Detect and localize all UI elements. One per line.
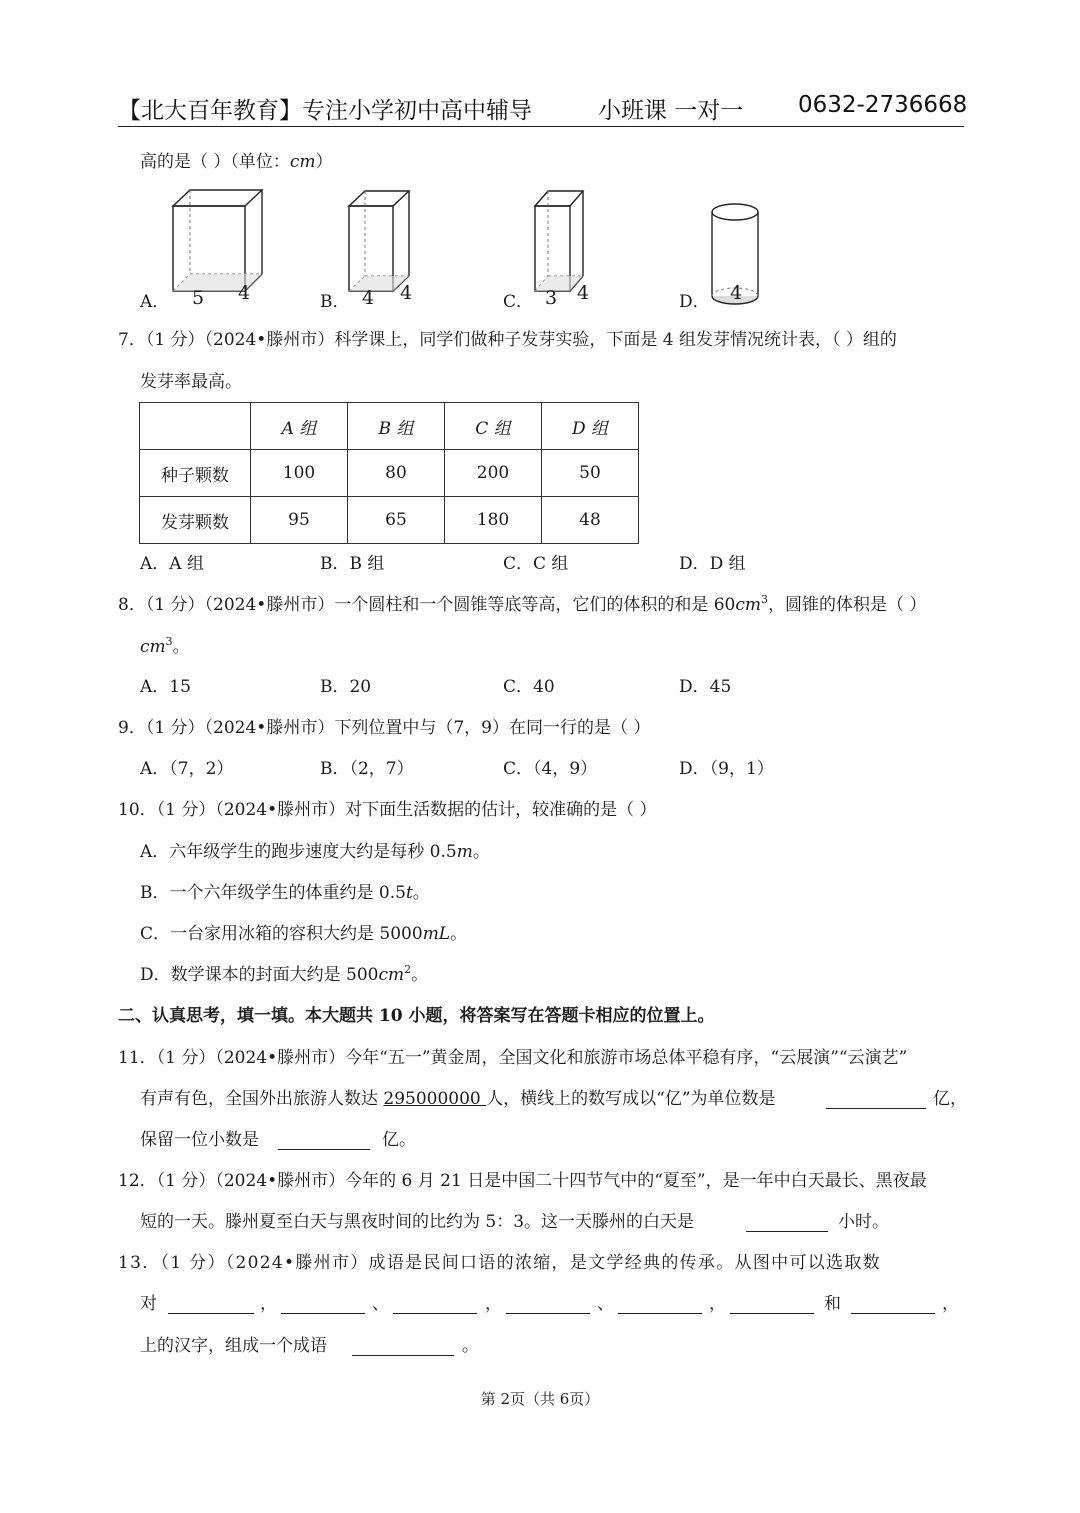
table-cell: C 组 xyxy=(445,403,542,450)
q9-line1: 9．（1 分）（2024•滕州市）下列位置中与（7，9）在同一行的是（ ） xyxy=(118,718,651,738)
q7-option-a: A．A 组 xyxy=(140,554,204,574)
table-cell: 100 xyxy=(251,450,348,497)
q13-blank-7[interactable] xyxy=(851,1295,935,1314)
page-footer: 第 2页（共 6页） xyxy=(480,1390,600,1408)
q11-blank-1[interactable] xyxy=(826,1090,926,1109)
q8-option-c: C．40 xyxy=(503,677,555,697)
table-cell: 种子颗数 xyxy=(140,450,251,497)
q6-tail-line: 高的是（ ）（单位：cm） xyxy=(140,152,333,172)
q7-option-d: D．D 组 xyxy=(679,554,746,574)
table-header-row xyxy=(140,403,639,450)
q13-blank-2[interactable] xyxy=(281,1295,365,1314)
table-cell: A 组 xyxy=(251,403,348,450)
table-cell: 200 xyxy=(445,450,542,497)
q6-option-a-dim2: 4 xyxy=(238,282,251,304)
q10-option-c: C．一台家用冰箱的容积大约是 5000mL。 xyxy=(140,924,468,944)
q13-blank-4[interactable] xyxy=(506,1295,590,1314)
q10-line1: 10．（1 分）（2024•滕州市）对下面生活数据的估计，较准确的是（ ） xyxy=(118,800,657,820)
q7-option-b: B．B 组 xyxy=(320,554,385,574)
cuboid-figure-c xyxy=(530,186,600,296)
q12-line2-end: 小时。 xyxy=(838,1212,889,1232)
table-cell: 180 xyxy=(445,497,542,544)
q10-option-a: A．六年级学生的跑步速度大约是每秒 0.5m。 xyxy=(140,842,490,862)
q8-line1: 8．（1 分）（2024•滕州市）一个圆柱和一个圆锥等底等高，它们的体积的和是 $60cm^3$，圆锥的体积是（ ） xyxy=(118,593,927,615)
table-cell: 发芽颗数 xyxy=(140,497,251,544)
q13-sep: ， xyxy=(485,1294,502,1314)
q12-blank[interactable] xyxy=(746,1213,828,1232)
q12-line1: 12．（1 分）（2024•滕州市）今年的 6 月 21 日是中国二十四节气中的“夏至”，是一年中白天最长、黑夜最 xyxy=(118,1171,927,1191)
q11-line1: 11．（1 分）（2024•滕州市）今年“五一”黄金周，全国文化和旅游市场总体平稳有序，“云展演”“云演艺” xyxy=(118,1048,908,1068)
q13-sep: 和 xyxy=(824,1294,841,1314)
q9-option-c: C．（4，9） xyxy=(503,759,598,779)
q13-sep: 、 xyxy=(372,1294,389,1314)
q13-blank-5[interactable] xyxy=(618,1295,702,1314)
q11-line3-end: 亿。 xyxy=(382,1130,416,1150)
table-cell: 80 xyxy=(348,450,445,497)
q10-option-b: B．一个六年级学生的体重约是 0.5t。 xyxy=(140,883,430,903)
q6-option-b-letter: B． xyxy=(320,292,350,312)
page-header xyxy=(118,88,968,127)
q13-line3-end: 。 xyxy=(462,1336,479,1356)
q10-option-d: D．数学课本的封面大约是 $500cm^2$。 xyxy=(140,963,429,985)
table-cell: D 组 xyxy=(542,403,639,450)
q13-blank-idiom[interactable] xyxy=(352,1337,454,1356)
table-cell: 65 xyxy=(348,497,445,544)
header-phone: 0632-2736668 xyxy=(798,92,968,118)
q6-option-a-dim1: 5 xyxy=(192,287,205,309)
q8-line2: $cm^3$。 xyxy=(140,635,190,657)
table-cell: 50 xyxy=(542,450,639,497)
q8-option-d: D．45 xyxy=(679,677,732,697)
q9-option-b: B．（2，7） xyxy=(320,759,414,779)
q6-option-d-dim1: 4 xyxy=(730,282,743,304)
q13-sep: ， xyxy=(260,1294,277,1314)
table-cell: 95 xyxy=(251,497,348,544)
cuboid-figure-b xyxy=(343,186,423,296)
q6-option-c-dim2: 4 xyxy=(577,282,590,304)
q6-option-b-dim2: 4 xyxy=(400,282,413,304)
table-row xyxy=(140,497,639,544)
header-brand: 【北大百年教育】专注小学初中高中辅导 xyxy=(118,98,532,124)
q13-sep: ， xyxy=(942,1294,959,1314)
q9-option-d: D．（9，1） xyxy=(679,759,774,779)
q11-line2: 有声有色，全国外出旅游人数达 295000000 人，横线上的数写成以“亿”为单位数是 xyxy=(140,1089,776,1109)
q13-sep: ， xyxy=(709,1294,726,1314)
q11-line2-end: 亿， xyxy=(933,1089,967,1109)
q6-option-b-dim1: 4 xyxy=(362,287,375,309)
q6-option-a-letter: A． xyxy=(140,292,170,312)
q6-option-d-letter: D． xyxy=(679,292,710,312)
q8-option-a: A．15 xyxy=(140,677,191,697)
section-2-heading: 二、认真思考，填一填。本大题共 10 小题，将答案写在答题卡相应的位置上。 xyxy=(118,1006,715,1026)
q13-blank-1[interactable] xyxy=(168,1295,254,1314)
q11-line3-start: 保留一位小数是 xyxy=(140,1130,259,1150)
header-classes: 小班课 一对一 xyxy=(598,98,744,124)
q7-line2: 发芽率最高。 xyxy=(140,372,242,392)
q8-option-b: B．20 xyxy=(320,677,372,697)
q13-blank-6[interactable] xyxy=(730,1295,814,1314)
q13-line2-lead: 对 xyxy=(140,1294,157,1314)
q11-blank-2[interactable] xyxy=(278,1131,370,1150)
q13-line3-start: 上的汉字，组成一个成语 xyxy=(140,1336,327,1356)
table-row xyxy=(140,450,639,497)
table-cell xyxy=(140,403,251,450)
q13-line1: 13．（1 分）（2024•滕州市）成语是民间口语的浓缩，是文学经典的传承。从图中可以选取数 xyxy=(118,1253,881,1273)
q6-option-c-dim1: 3 xyxy=(545,287,558,309)
table-cell: 48 xyxy=(542,497,639,544)
q7-option-c: C．C 组 xyxy=(503,554,569,574)
seed-table xyxy=(139,402,639,544)
q7-line1: 7．（1 分）（2024•滕州市）科学课上，同学们做种子发芽实验，下面是 4 组发芽情况统计表，（ ）组的 xyxy=(118,330,897,350)
cuboid-figure-a xyxy=(165,186,265,296)
q13-sep: 、 xyxy=(597,1294,614,1314)
q6-option-c-letter: C． xyxy=(503,292,534,312)
q13-blank-3[interactable] xyxy=(393,1295,477,1314)
table-cell: B 组 xyxy=(348,403,445,450)
q12-line2-start: 短的一天。滕州夏至白天与黑夜时间的比约为 5：3。这一天滕州的白天是 xyxy=(140,1212,695,1232)
q9-option-a: A．（7，2） xyxy=(140,759,234,779)
